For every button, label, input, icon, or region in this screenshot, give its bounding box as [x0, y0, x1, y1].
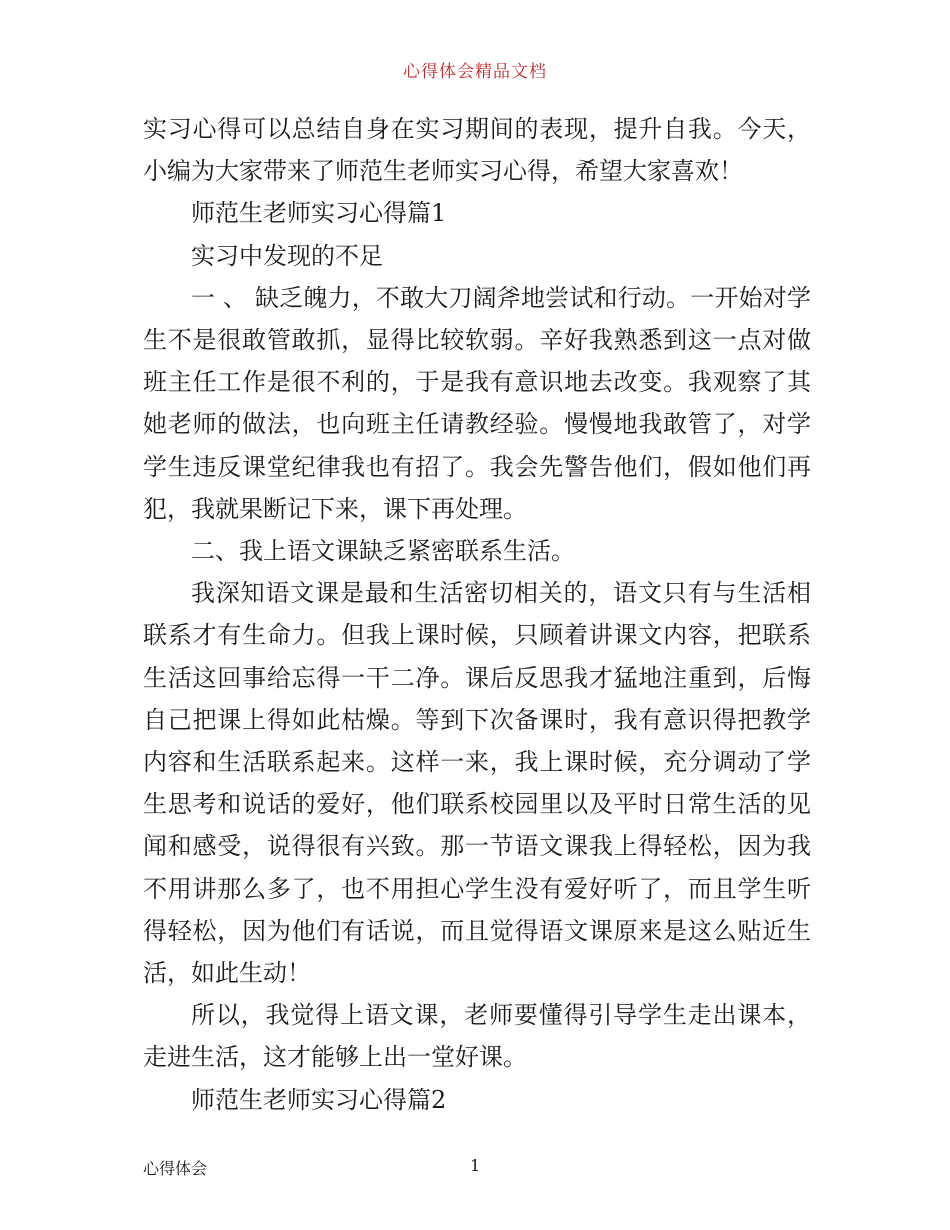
document-body — [143, 108, 811, 1121]
section-heading-1: 师范生老师实习心得篇1 — [191, 199, 447, 228]
section-heading-2: 师范生老师实习心得篇2 — [191, 1085, 447, 1114]
page-number: 1 — [470, 1156, 481, 1175]
page-header-title: 心得体会精品文档 — [403, 62, 547, 82]
intro-paragraph: 实习心得可以总结自身在实习期间的表现，提升自我。今天，小编为大家带来了师范生老师实习心得，希望大家喜欢！ — [143, 115, 811, 186]
paragraph-point-2-body: 我深知语文课是最和生活密切相关的，语文只有与生活相联系才有生命力。但我上课时候，只顾着讲课文内容，把联系生活这回事给忘得一干二净。课后反思我才猛地注重到，后悔自己把课上得如此枯燥。等到下次备课时，我有意识得把教学内容和生活联系起来。这样一来，我上课时候，充分调动了学生思考和说话的爱好，他们联系校园里以及平时日常生活的见闻和感受，说得很有兴致。那一节语文课我上得轻松，因为我不用讲那么多了，也不用担心学生没有爱好听了，而且学生听得轻松，因为他们有话说，而且觉得语文课原来是这么贴近生活，如此生动！ — [143, 579, 811, 988]
footer-label: 心得体会 — [143, 1159, 208, 1178]
paragraph-point-1: 一 、 缺乏魄力，不敢大刀阔斧地尝试和行动。一开始对学生不是很敢管敢抓，显得比较软弱。辛好我熟悉到这一点对做班主任工作是很不利的，于是我有意识地去改变。我观察了其她老师的做法，也向班主任请教经验。慢慢地我敢管了，对学学生违反课堂纪律我也有招了。我会先警告他们，假如他们再犯，我就果断记下来，课下再处理。 — [143, 283, 811, 523]
paragraph-conclusion: 所以，我觉得上语文课，老师要懂得引导学生走出课本，走进生活，这才能够上出一堂好课。 — [143, 1001, 811, 1072]
subheading-shortcomings: 实习中发现的不足 — [191, 241, 383, 270]
paragraph-point-2-title: 二、我上语文课缺乏紧密联系生活。 — [191, 537, 575, 566]
